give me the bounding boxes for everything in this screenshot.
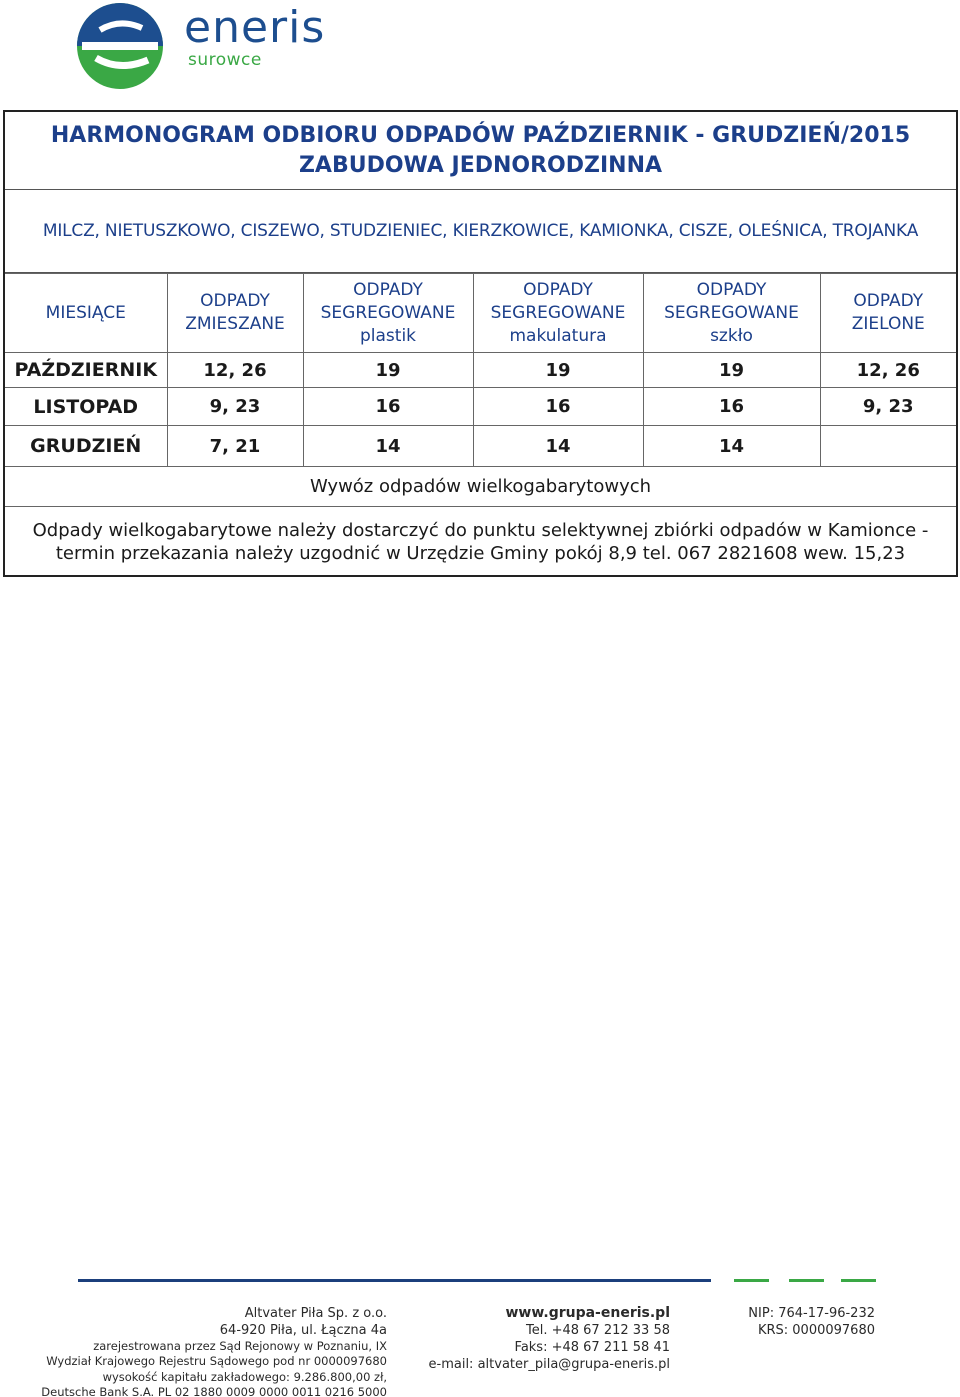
paper-date-cell: 19	[473, 353, 643, 388]
table-header-row	[5, 274, 956, 353]
bulky-note-line-2: termin przekazania należy uzgodnić w Urzędzie Gminy pokój 8,9 tel. 067 2821608 wew. 15,23	[55, 543, 906, 565]
bulky-waste-title: Wywóz odpadów wielkogabarytowych	[5, 467, 956, 507]
table-row	[5, 353, 956, 388]
footer-company-info	[41, 1305, 387, 1397]
bulky-note-line-1: Odpady wielkogabarytowe należy dostarczyć do punktu selektywnej zbiórki odpadów w Kamionce -	[32, 520, 929, 542]
mixed-date-cell: 9, 23	[167, 388, 303, 426]
footer-rule-green-3	[841, 1279, 876, 1282]
footer-registry-1: zarejestrowana przez Sąd Rejonowy w Poznaniu, IX	[93, 1339, 387, 1353]
bulky-title-row	[5, 467, 956, 507]
footer-krs: KRS: 0000097680	[757, 1323, 875, 1338]
footer-contact-info	[429, 1305, 670, 1373]
footer-bank: Deutsche Bank S.A. PL 02 1880 0009 0000 0011 0216 5000	[41, 1384, 387, 1397]
footer-rule-blue	[78, 1279, 711, 1282]
paper-date-cell: 14	[473, 426, 643, 467]
footer-tax-info	[748, 1305, 875, 1339]
bulky-waste-note	[5, 507, 956, 578]
footer-fax: Faks: +48 67 211 58 41	[514, 1340, 670, 1355]
plastic-date-cell: 14	[303, 426, 473, 467]
footer-rule-green-2	[789, 1279, 824, 1282]
col-header-mixed: ODPADY ZMIESZANE	[167, 274, 303, 353]
footer-company: Altvater Piła Sp. z o.o.	[244, 1306, 387, 1321]
paper-date-cell: 16	[473, 388, 643, 426]
title-line-1: HARMONOGRAM ODBIORU ODPADÓW PAŹDZIERNIK - GRUDZIEŃ/2015	[50, 123, 911, 148]
towns-list: MILCZ, NIETUSZKOWO, CISZEWO, STUDZIENIEC, KIERZKOWICE, KAMIONKA, CISZE, OLEŚNICA, TROJANKA	[5, 190, 956, 273]
footer-address: 64-920 Piła, ul. Łączna 4a	[219, 1323, 387, 1338]
plastic-date-cell: 16	[303, 388, 473, 426]
mixed-date-cell: 7, 21	[167, 426, 303, 467]
footer-capital: wysokość kapitału zakładowego: 9.286.800,00 zł,	[102, 1369, 387, 1384]
glass-date-cell: 14	[643, 426, 820, 467]
table-row	[5, 388, 956, 426]
logo-wordmark: eneris	[184, 2, 326, 53]
col-header-months: MIESIĄCE	[5, 274, 167, 353]
col-header-glass: ODPADY SEGREGOWANE szkło	[643, 274, 820, 353]
glass-date-cell: 16	[643, 388, 820, 426]
logo-subtitle: surowce	[188, 50, 262, 70]
month-cell: LISTOPAD	[5, 388, 167, 426]
glass-date-cell: 19	[643, 353, 820, 388]
schedule-table	[5, 273, 956, 578]
footer-rule-green-1	[734, 1279, 769, 1282]
table-row	[5, 426, 956, 467]
col-header-green: ODPADY ZIELONE	[820, 274, 956, 353]
plastic-date-cell: 19	[303, 353, 473, 388]
footer-tel: Tel. +48 67 212 33 58	[525, 1323, 670, 1338]
col-header-paper: ODPADY SEGREGOWANE makulatura	[473, 274, 643, 353]
schedule-sheet	[3, 110, 958, 577]
green-date-cell: 9, 23	[820, 388, 956, 426]
bulky-note-row	[5, 507, 956, 578]
green-date-cell	[820, 426, 956, 467]
schedule-title	[5, 112, 956, 190]
month-cell: GRUDZIEŃ	[5, 426, 167, 467]
eneris-logo-mark-icon	[76, 2, 168, 90]
title-line-2: ZABUDOWA JEDNORODZINNA	[298, 153, 663, 178]
footer-registry-2: Wydział Krajowego Rejestru Sądowego pod nr 0000097680	[46, 1354, 387, 1369]
green-date-cell: 12, 26	[820, 353, 956, 388]
month-cell: PAŹDZIERNIK	[5, 353, 167, 388]
eneris-logo	[76, 2, 346, 90]
footer-nip: NIP: 764-17-96-232	[748, 1306, 875, 1321]
footer-email-link[interactable]: e-mail: altvater_pila@grupa-eneris.pl	[428, 1357, 670, 1372]
mixed-date-cell: 12, 26	[167, 353, 303, 388]
col-header-plastic: ODPADY SEGREGOWANE plastik	[303, 274, 473, 353]
footer-website-link[interactable]: www.grupa-eneris.pl	[505, 1305, 670, 1321]
